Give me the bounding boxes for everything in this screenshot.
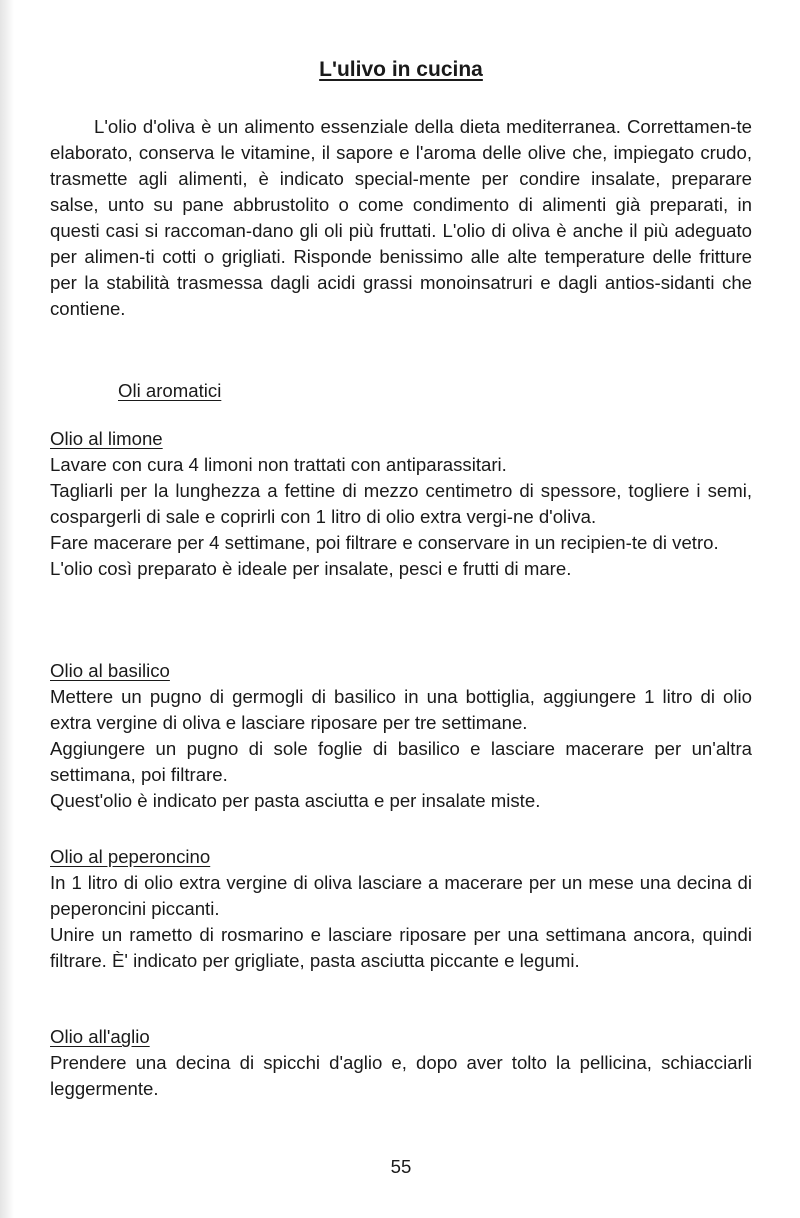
recipe-paragraph: Quest'olio è indicato per pasta asciutta e per insalate miste.: [50, 790, 541, 811]
recipe-olio-al-limone: [50, 426, 752, 582]
recipe-paragraph: L'olio così preparato è ideale per insalate, pesci e frutti di mare.: [50, 558, 572, 579]
recipe-paragraph: In 1 litro di olio extra vergine di oliva lasciare a macerare per un mese una decina di peperoncini piccanti.: [50, 872, 752, 919]
recipe-olio-al-peperoncino: [50, 844, 752, 974]
recipe-paragraph: Tagliarli per la lunghezza a fettine di mezzo centimetro di spessore, togliere i semi, cospargerli di sale e coprirli con 1 litro di olio extra vergi-ne d'oliva.: [50, 480, 752, 527]
recipe-title: Olio all'aglio: [50, 1026, 150, 1047]
page-spine-shadow: [0, 0, 14, 1218]
recipe-paragraph: Aggiungere un pugno di sole foglie di basilico e lasciare macerare per un'altra settimana, poi filtrare.: [50, 738, 752, 785]
recipe-title: Olio al basilico: [50, 660, 170, 681]
recipe-olio-al-basilico: [50, 658, 752, 814]
recipe-paragraph: Unire un rametto di rosmarino e lasciare riposare per una settimana ancora, quindi filtrare. È' indicato per grigliate, pasta asciutta piccante e legumi.: [50, 924, 752, 971]
recipe-title: Olio al peperoncino: [50, 846, 211, 867]
recipe-paragraph: Lavare con cura 4 limoni non trattati con antiparassitari.: [50, 454, 507, 475]
section-heading-oli-aromatici: Oli aromatici: [118, 380, 222, 401]
page-number: 55: [390, 1156, 412, 1177]
recipe-olio-all-aglio: [50, 1024, 752, 1102]
page-title: L'ulivo in cucina: [319, 58, 483, 81]
recipe-title: Olio al limone: [50, 428, 163, 449]
recipe-paragraph: Prendere una decina di spicchi d'aglio e, dopo aver tolto la pellicina, schiacciarli leggermente.: [50, 1052, 752, 1099]
intro-paragraph: L'olio d'oliva è un alimento essenziale della dieta mediterranea. Correttamen-te elaborato, conserva le vitamine, il sapore e l'aroma delle olive che, impiegato crudo, trasmette agli alimenti, è indicato special-mente per condire insalate, preparare salse, unto su pane abbrustolito o come condimento di alimenti già preparati, in questi casi si raccoman-dano gli oli più fruttati. L'olio di oliva è anche il più adeguato per alimen-ti cotti o grigliati. Risponde benissimo alle alte temperature delle fritture per la stabilità trasmessa dagli acidi grassi monoinsatruri e dagli antios-sidanti che contiene.: [50, 116, 752, 319]
recipe-paragraph: Fare macerare per 4 settimane, poi filtrare e conservare in un recipien-te di vetro.: [50, 532, 719, 553]
book-page: [50, 0, 752, 1218]
recipe-paragraph: Mettere un pugno di germogli di basilico in una bottiglia, aggiungere 1 litro di olio extra vergine di oliva e lasciare riposare per tre settimane.: [50, 686, 752, 733]
